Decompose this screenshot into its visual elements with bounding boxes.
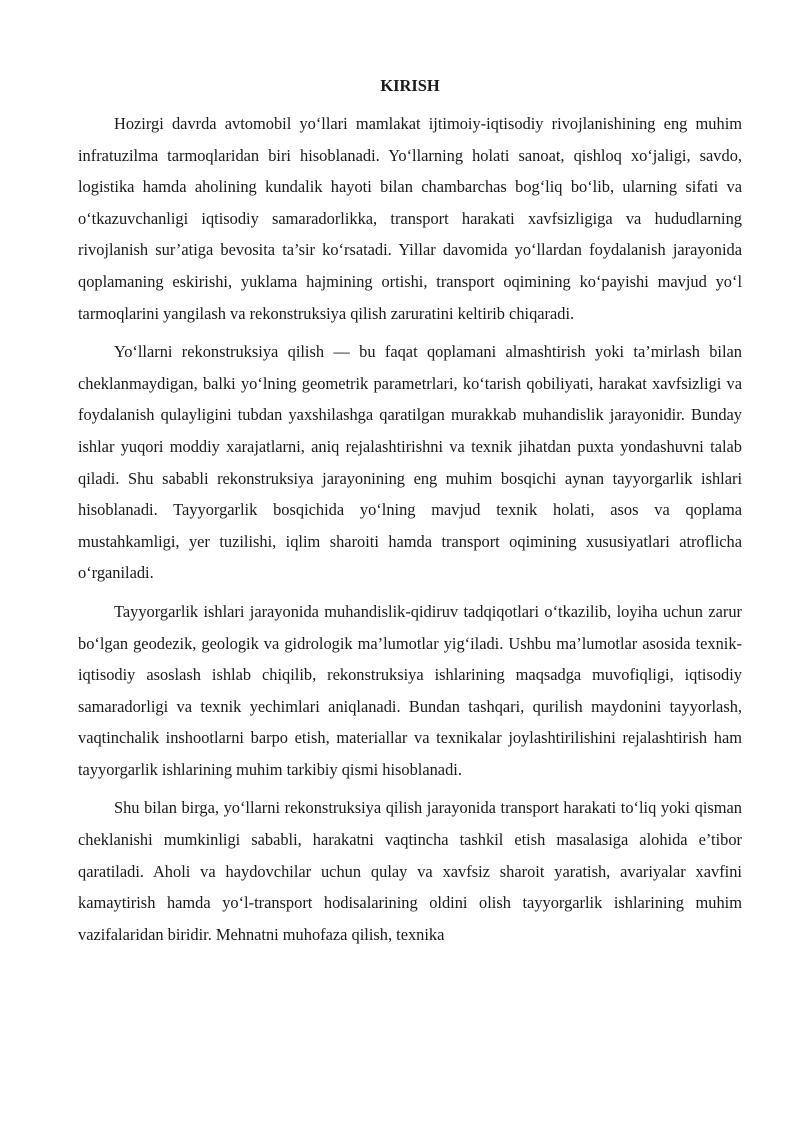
document-page — [78, 68, 742, 957]
paragraph-2: Yo‘llarni rekonstruksiya qilish — bu faqat qoplamani almashtirish yoki ta’mirlash bilan cheklanmaydigan, balki yo‘lning geometrik parametrlari, ko‘tarish qobiliyati, harakat xavfsizligi va foydalanish qulayligini tubdan yaxshilashga qaratilgan murakkab muhandislik jarayonidir. Bunday ishlar yuqori moddiy xarajatlarni, aniq rejalashtirishni va texnik jihatdan puxta yondashuvni talab qiladi. Shu sababli rekonstruksiya jarayonining eng muhim bosqichi aynan tayyorgarlik ishlari hisoblanadi. Tayyorgarlik bosqichida yo‘lning mavjud texnik holati, asos va qoplama mustahkamligi, yer tuzilishi, iqlim sharoiti hamda transport oqimining xususiyatlari atroflicha o‘rganiladi. — [78, 342, 742, 583]
paragraph-1: Hozirgi davrda avtomobil yo‘llari mamlakat ijtimoiy-iqtisodiy rivojlanishining eng muhim infratuzilma tarmoqlaridan biri hisoblanadi. Yo‘llarning holati sanoat, qishloq xo‘jaligi, savdo, logistika hamda aholining kundalik hayoti bilan chambarchas bog‘liq bo‘lib, ularning sifati va o‘tkazuvchanligi iqtisodiy samaradorlikka, transport harakati xavfsizligiga va hududlarning rivojlanish sur’atiga bevosita ta’sir ko‘rsatadi. Yillar davomida yo‘llardan foydalanish jarayonida qoplamaning eskirishi, yuklama hajmining ortishi, transport oqimining ko‘payishi mavjud yo‘l tarmoqlarini yangilash va rekonstruksiya qilish zaruratini keltirib chiqaradi. — [78, 114, 742, 323]
paragraph-4: Shu bilan birga, yo‘llarni rekonstruksiya qilish jarayonida transport harakati to‘liq yoki qisman cheklanishi mumkinligi sababli, harakatni vaqtincha tashkil etish masalasiga alohida e’tibor qaratiladi. Aholi va haydovchilar uchun qulay va xavfsiz sharoit yaratish, avariyalar xavfini kamaytirish hamda yo‘l-transport hodisalarining oldini olish tayyorgarlik ishlarining muhim vazifalaridan biridir. Mehnatni muhofaza qilish, texnika — [78, 798, 742, 944]
page-title: KIRISH — [380, 76, 440, 95]
paragraph-3: Tayyorgarlik ishlari jarayonida muhandislik-qidiruv tadqiqotlari o‘tkazilib, loyiha uchun zarur bo‘lgan geodezik, geologik va gidrologik ma’lumotlar yig‘iladi. Ushbu ma’lumotlar asosida texnik-iqtisodiy asoslash ishlab chiqilib, rekonstruksiya ishlarining maqsadga muvofiqligi, iqtisodiy samaradorligi va texnik yechimlari aniqlanadi. Bundan tashqari, qurilish maydonini tayyorlash, vaqtinchalik inshootlarni barpo etish, materiallar va texnikalar joylashtirilishini rejalashtirish ham tayyorgarlik ishlarining muhim tarkibiy qismi hisoblanadi. — [78, 601, 742, 779]
